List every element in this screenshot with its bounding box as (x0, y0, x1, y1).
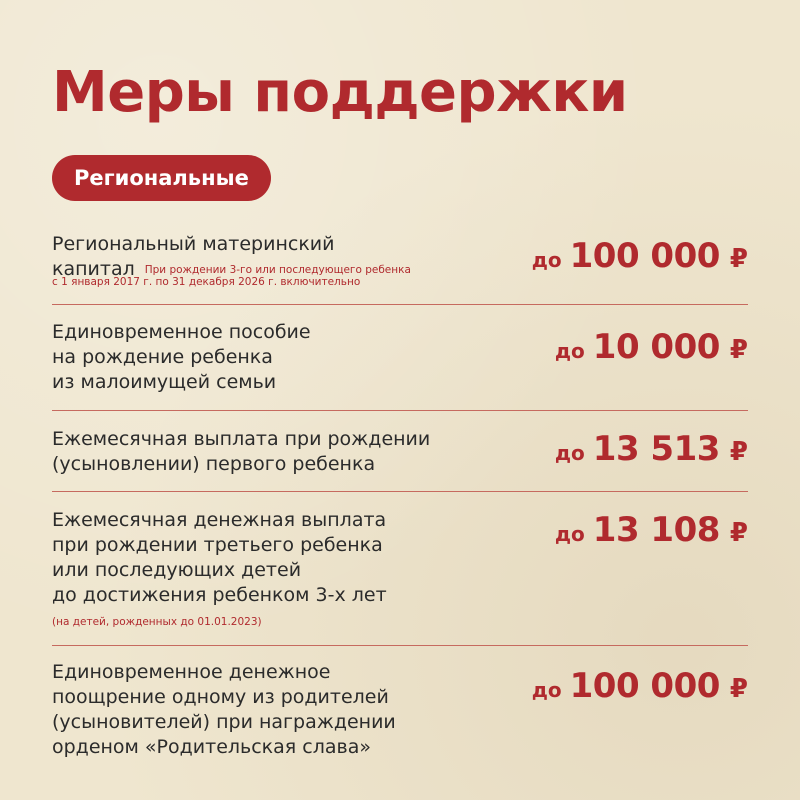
support-item-monthly-third-child (52, 508, 748, 632)
item-note: (на детей, рожденных до 01.01.2023) (52, 616, 262, 628)
amount-prefix: до (554, 339, 585, 363)
item-amount (532, 236, 748, 276)
amount-prefix: до (554, 441, 585, 465)
item-note: с 1 января 2017 г. по 31 декабря 2026 г. включительно (52, 276, 361, 288)
ruble-sign: ₽ (729, 674, 748, 704)
item-label-line: при рождении третьего ребенка (52, 534, 383, 556)
ruble-sign: ₽ (729, 244, 748, 274)
item-label-line: поощрение одному из родителей (52, 686, 389, 708)
item-label (52, 427, 430, 477)
item-label-line: Ежемесячная выплата при рождении (52, 428, 431, 450)
item-label-line: орденом «Родительская слава» (52, 736, 371, 758)
item-amount (555, 327, 748, 367)
item-label (52, 232, 411, 289)
item-label (52, 508, 387, 629)
divider (52, 304, 748, 305)
support-item-regional-capital (52, 232, 748, 292)
amount-prefix: до (531, 248, 562, 272)
item-note: При рождении 3-го или последующего ребенка (144, 264, 411, 276)
divider (52, 645, 748, 646)
ruble-sign: ₽ (729, 335, 748, 365)
item-amount (532, 666, 748, 706)
divider (52, 491, 748, 492)
item-label-line: Единовременное пособие (52, 321, 311, 343)
item-amount (555, 429, 748, 469)
amount-value: 13 108 (592, 510, 720, 550)
item-label-line: Ежемесячная денежная выплата (52, 509, 387, 531)
item-label-line: Единовременное денежное (52, 661, 331, 683)
item-label (52, 320, 311, 395)
item-label-line: на рождение ребенка (52, 346, 273, 368)
item-label-line: Региональный материнский (52, 233, 335, 255)
page-title: Меры поддержки (52, 60, 628, 125)
item-label-line: или последующих детей (52, 559, 302, 581)
support-item-parental-glory (52, 660, 748, 764)
amount-prefix: до (531, 678, 562, 702)
ruble-sign: ₽ (729, 437, 748, 467)
category-badge: Региональные (52, 155, 271, 201)
amount-value: 100 000 (569, 236, 720, 276)
item-label-line: (усыновлении) первого ребенка (52, 453, 376, 475)
amount-value: 10 000 (592, 327, 720, 367)
item-label-line: капитал (52, 258, 135, 280)
item-label-line: (усыновителей) при награждении (52, 711, 396, 733)
ruble-sign: ₽ (729, 518, 748, 548)
item-label (52, 660, 396, 760)
item-amount (555, 510, 748, 550)
amount-value: 13 513 (592, 429, 720, 469)
support-item-lump-sum-birth (52, 320, 748, 396)
item-label-line: до достижения ребенком 3-х лет (52, 584, 387, 606)
item-label-line: из малоимущей семьи (52, 371, 277, 393)
amount-prefix: до (554, 522, 585, 546)
divider (52, 410, 748, 411)
support-item-monthly-first-child (52, 427, 748, 479)
amount-value: 100 000 (569, 666, 720, 706)
